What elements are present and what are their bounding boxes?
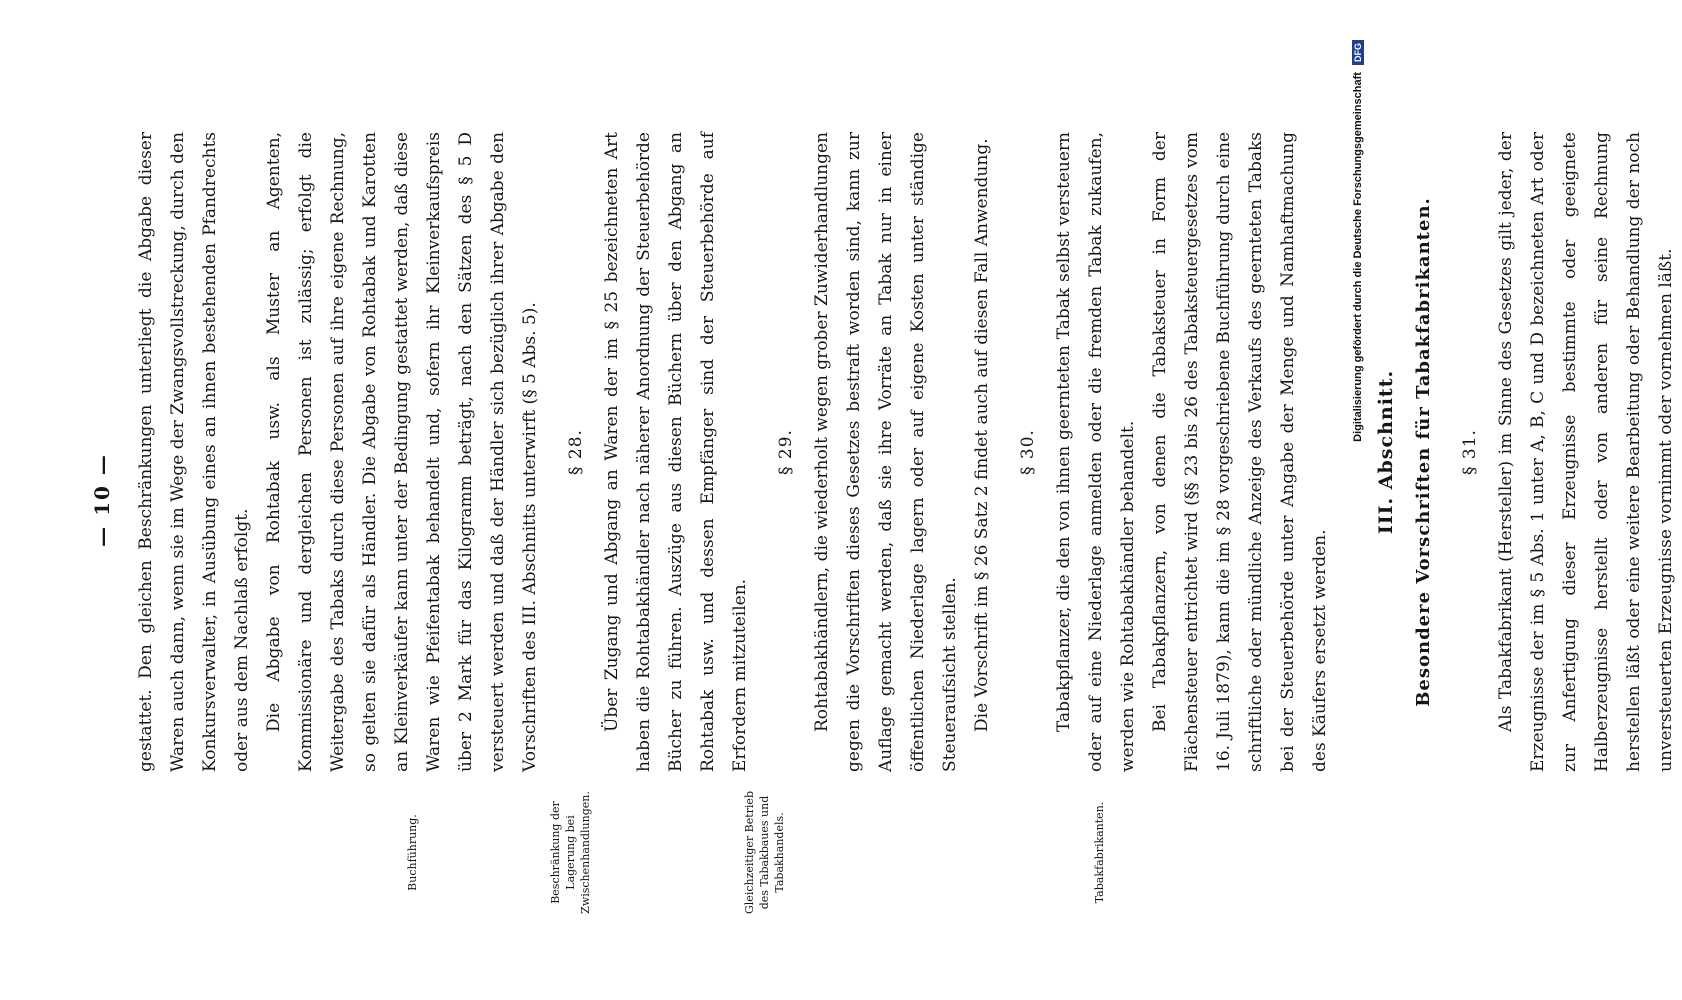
dfg-logo: DFG	[1352, 40, 1364, 65]
digitization-note	[1352, 40, 1364, 960]
margin-note-buchfuehrung: Buchführung.	[406, 814, 419, 891]
digitization-text: Digitalisierung gefördert durch die Deutsche Forschungsgemeinschaft	[1352, 72, 1364, 442]
section-heading-29: § 29.	[776, 429, 796, 475]
margin-note-betrieb: Gleichzeitiger Betrieb des Tabakbaues und Tabakhandels.	[743, 791, 786, 914]
body-text	[130, 132, 1682, 772]
paragraph: Die Vorschrift im § 26 Satz 2 findet auch auf diesen Fall Anwendung.	[972, 138, 992, 732]
paragraph: Die Abgabe von Rohtabak usw. als Muster an Agenten, Kommissionäre und dergleichen Personen ist zulässig; erfolgt die Weitergabe des Tabaks durch diese Personen auf ihre eigene Rechnung, so gelten sie dafür als Händler. Die Abgabe von Rohtabak und Karotten an Kleinverkäufer kann unter der Bedingung gestattet werden, daß diese Waren wie Pfeifentabak behandelt und, sofern ihr Kleinverkaufspreis über 2 Mark für das Kilogramm beträgt, nach den Sätzen des § 5 D versteuert werden und daß der Händler sich bezüglich ihrer Abgabe den Vorschriften des III. Abschnitts unterwirft (§ 5 Abs. 5).	[264, 132, 540, 772]
paragraph: Über Zugang und Abgang an Waren der im § 25 bezeichneten Art haben die Rohtabakhändler nach näherer Anordnung der Steuerbehörde Bücher zu führen. Auszüge aus diesen Büchern über den Abgang an Rohtabak usw. und dessen Empfänger sind der Steuerbehörde auf Erfordern mitzuteilen.	[602, 132, 750, 772]
part-heading: III. Abschnitt.	[1375, 369, 1397, 535]
margin-note-fabrikanten: Tabakfabrikanten.	[1093, 801, 1106, 904]
paragraph: Tabakpflanzer, die den von ihnen geernteten Tabak selbst versteuern oder auf eine Niederlage anmelden oder die fremden Tabak zukaufen, werden wie Rohtabakhändler behandelt.	[1054, 132, 1138, 772]
section-heading-28: § 28.	[566, 429, 586, 475]
section-heading-31: § 31.	[1460, 429, 1480, 475]
section-heading-30: § 30.	[1018, 429, 1038, 475]
paragraph: Bei Tabakpflanzern, von denen die Tabaksteuer in Form der Flächensteuer entrichtet wird (§§ 23 bis 26 des Tabaksteuergesetzes vom 16. Juli 1879), kann die im § 28 vorgeschriebene Buchführung durch eine schriftliche oder mündliche Anzeige des Verkaufs des geernteten Tabaks bei der Steuerbehörde unter Angabe der Menge und Namhaftmachung des Käufers ersetzt werden.	[1150, 132, 1330, 772]
margin-note-beschraenkung: Beschränkung der Lagerung bei Zwischenhandlungen.	[549, 791, 592, 914]
paragraph: Rohtabakhändlern, die wiederholt wegen grober Zuwiderhandlungen gegen die Vorschriften dieses Gesetzes bestraft worden sind, kann zur Auflage gemacht werden, daß sie ihre Vorräte an Tabak nur in einer öffentlichen Niederlage lagern oder auf eigene Kosten unter ständige Steueraufsicht stellen.	[812, 132, 960, 772]
paragraph: gestattet. Den gleichen Beschränkungen unterliegt die Abgabe dieser Waren auch dann, wenn sie im Wege der Zwangsvollstreckung, durch den Konkursverwalter, in Ausübung eines an ihnen bestehenden Pfandrechts oder aus dem Nachlaß erfolgt.	[136, 132, 252, 772]
page-number: — 10 —	[90, 453, 114, 547]
part-title: Besondere Vorschriften für Tabakfabrikanten.	[1413, 197, 1434, 707]
paragraph: Als Tabakfabrikant (Hersteller) im Sinne des Gesetzes gilt jeder, der Erzeugnisse der im § 5 Abs. 1 unter A, B, C und D bezeichneten Art oder zur Anfertigung dieser Erzeugnisse bestimmte oder geeignete Halberzeugnisse herstellt oder von anderen für seine Rechnung herstellen läßt oder eine weitere Bearbeitung oder Behandlung der noch unversteuerten Erzeugnisse vornimmt oder vornehmen läßt.	[1496, 132, 1676, 772]
